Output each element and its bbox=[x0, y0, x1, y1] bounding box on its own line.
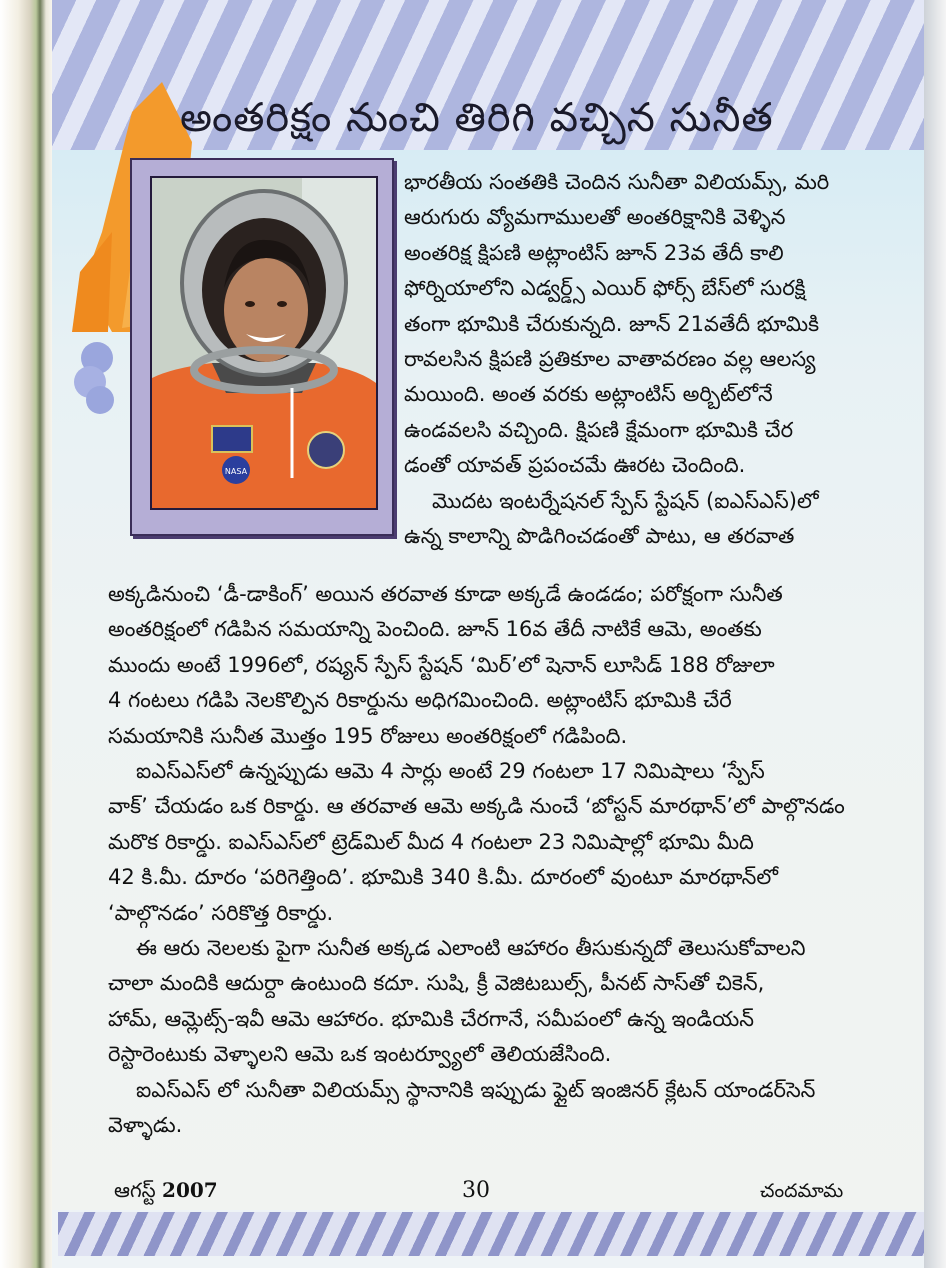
text-line: 4 గంటలు గడిపి నెలకొల్పిన రికార్డును అధిగమించింది. అట్లాంటిస్ భూమికి చేరే bbox=[108, 688, 732, 713]
footer-date bbox=[114, 1178, 218, 1207]
astronaut-image bbox=[152, 178, 376, 508]
footer-year: 2007 bbox=[162, 1178, 218, 1202]
text-line: ఆరుగురు వ్యోమగాములతో అంతరిక్షానికి వెళ్ళిన bbox=[404, 205, 786, 230]
text-line: హామ్, ఆమ్లెట్స్-ఇవీ ఆమె ఆహారం. భూమికి చేరగానే, సమీపంలో ఉన్న ఇండియన్ bbox=[108, 1006, 754, 1031]
text-line: రెస్టారెంటుకు వెళ్ళాలని ఆమె ఒక ఇంటర్వ్యూలో తెలియజేసింది. bbox=[108, 1042, 612, 1067]
text-line: 42 కి.మీ. దూరం ‘పరిగెత్తింది’. భూమికి 340 కి.మీ. దూరంలో వుంటూ మారథాన్‌లో bbox=[108, 865, 779, 890]
footer-month: ఆగస్ట్ bbox=[114, 1178, 156, 1202]
text-line: సమయానికి సునీత మొత్తం 195 రోజులు అంతరిక్షంలో గడిపింది. bbox=[108, 723, 628, 748]
text-line: ఉన్న కాలాన్ని పొడిగించడంతో పాటు, ఆ తరవాత bbox=[404, 524, 795, 549]
text-line: ఐఎస్ఎస్‌లో ఉన్నప్పుడు ఆమె 4 సార్లు అంటే 29 గంటలా 17 నిమిషాలు ‘స్పేస్ bbox=[136, 759, 765, 784]
text-line: తంగా భూమికి చేరుకున్నది. జూన్ 21వతేదీ భూమికి bbox=[404, 311, 820, 336]
footer-stripe-band bbox=[58, 1212, 924, 1256]
article-title: అంతరిక్షం నుంచి తిరిగి వచ్చిన సునీత bbox=[180, 95, 774, 141]
text-line: ఫోర్నియాలోని ఎడ్వర్డ్స్ ఎయిర్ ఫోర్స్ బేస్‌లో సురక్షి bbox=[404, 276, 806, 301]
page-right-edge bbox=[924, 0, 946, 1268]
text-line: మరొక రికార్డు. ఐఎస్ఎస్‌లో ట్రెడ్‌మిల్ మీద 4 గంటలా 23 నిమిషాల్లో భూమి మీది bbox=[108, 829, 754, 854]
paragraph-3 bbox=[108, 754, 856, 931]
text-line: చాలా మందికి ఆదుర్దా ఉంటుంది కదూ. సుషి, క్రీ వెజిటబుల్స్, పీనట్ సాస్‌తో చికెన్, bbox=[108, 971, 765, 996]
paragraph-2-rest bbox=[108, 577, 856, 754]
paragraph-2-start bbox=[404, 484, 856, 555]
text-line: అంతరిక్ష క్షిపణి అట్లాంటిస్ జూన్ 23వ తేదీ కాలి bbox=[404, 240, 784, 265]
article-column-full bbox=[108, 577, 856, 1144]
text-line: అంతరిక్షంలో గడిపిన సమయాన్ని పెంచింది. జూన్ 16వ తేదీ నాటికే ఆమె, అంతకు bbox=[108, 617, 762, 642]
text-line: వెళ్ళాడు. bbox=[108, 1113, 183, 1138]
text-line: మొదట ఇంటర్నేషనల్ స్పేస్ స్టేషన్ (ఐఎస్ఎస్)లో bbox=[432, 488, 819, 513]
text-line: డంతో యావత్ ప్రపంచమే ఊరట చెందింది. bbox=[404, 453, 746, 478]
astronaut-photo bbox=[150, 176, 378, 510]
paragraph-5 bbox=[108, 1073, 856, 1144]
page-number: 30 bbox=[462, 1178, 490, 1203]
magazine-name: చందమామ bbox=[760, 1180, 844, 1202]
text-line: ఐఎస్ఎస్ లో సునీతా విలియమ్స్ స్థానానికి ఇప్పుడు ఫ్లైట్ ఇంజినర్ క్లేటన్ యాండర్‌సెన్ bbox=[136, 1077, 816, 1102]
text-line: ఉండవలసి వచ్చింది. క్షిపణి క్షేమంగా భూమికి చేర bbox=[404, 417, 794, 442]
page-binding-edge bbox=[0, 0, 52, 1268]
text-line: భారతీయ సంతతికి చెందిన సునీతా విలియమ్స్, మరి bbox=[404, 170, 830, 194]
text-line: ముందు అంటే 1996లో, రష్యన్ స్పేస్ స్టేషన్ ‘మిర్’లో షెనాన్ లూసిడ్ 188 రోజులా bbox=[108, 652, 775, 677]
cloud-illustration bbox=[72, 338, 122, 418]
text-line: అక్కడినుంచి ‘డీ-డాకింగ్’ అయిన తరవాత కూడా అక్కడే ఉండడం; పరోక్షంగా సునీత bbox=[108, 582, 783, 606]
text-line: ఈ ఆరు నెలలకు పైగా సునీత అక్కడ ఎలాంటి ఆహారం తీసుకున్నదో తెలుసుకోవాలని bbox=[136, 936, 806, 961]
text-line: రావలసిన క్షిపణి ప్రతికూల వాతావరణం వల్ల ఆలస్య bbox=[404, 347, 816, 372]
paragraph-1 bbox=[404, 165, 856, 484]
text-line: ‘పాల్గొనడం’ సరికొత్త రికార్డు. bbox=[108, 900, 334, 925]
text-line: వాక్’ చేయడం ఒక రికార్డు. ఆ తరవాత ఆమె అక్కడి నుంచే ‘బోస్టన్ మారథాన్’లో పాల్గొనడం bbox=[108, 794, 845, 819]
text-line: మయింది. అంత వరకు అట్లాంటిస్ అర్బిట్‌లోనే bbox=[404, 382, 773, 407]
paragraph-4 bbox=[108, 931, 856, 1073]
nasa-badge-text: NASA bbox=[224, 467, 248, 476]
article-column-right bbox=[404, 165, 856, 554]
